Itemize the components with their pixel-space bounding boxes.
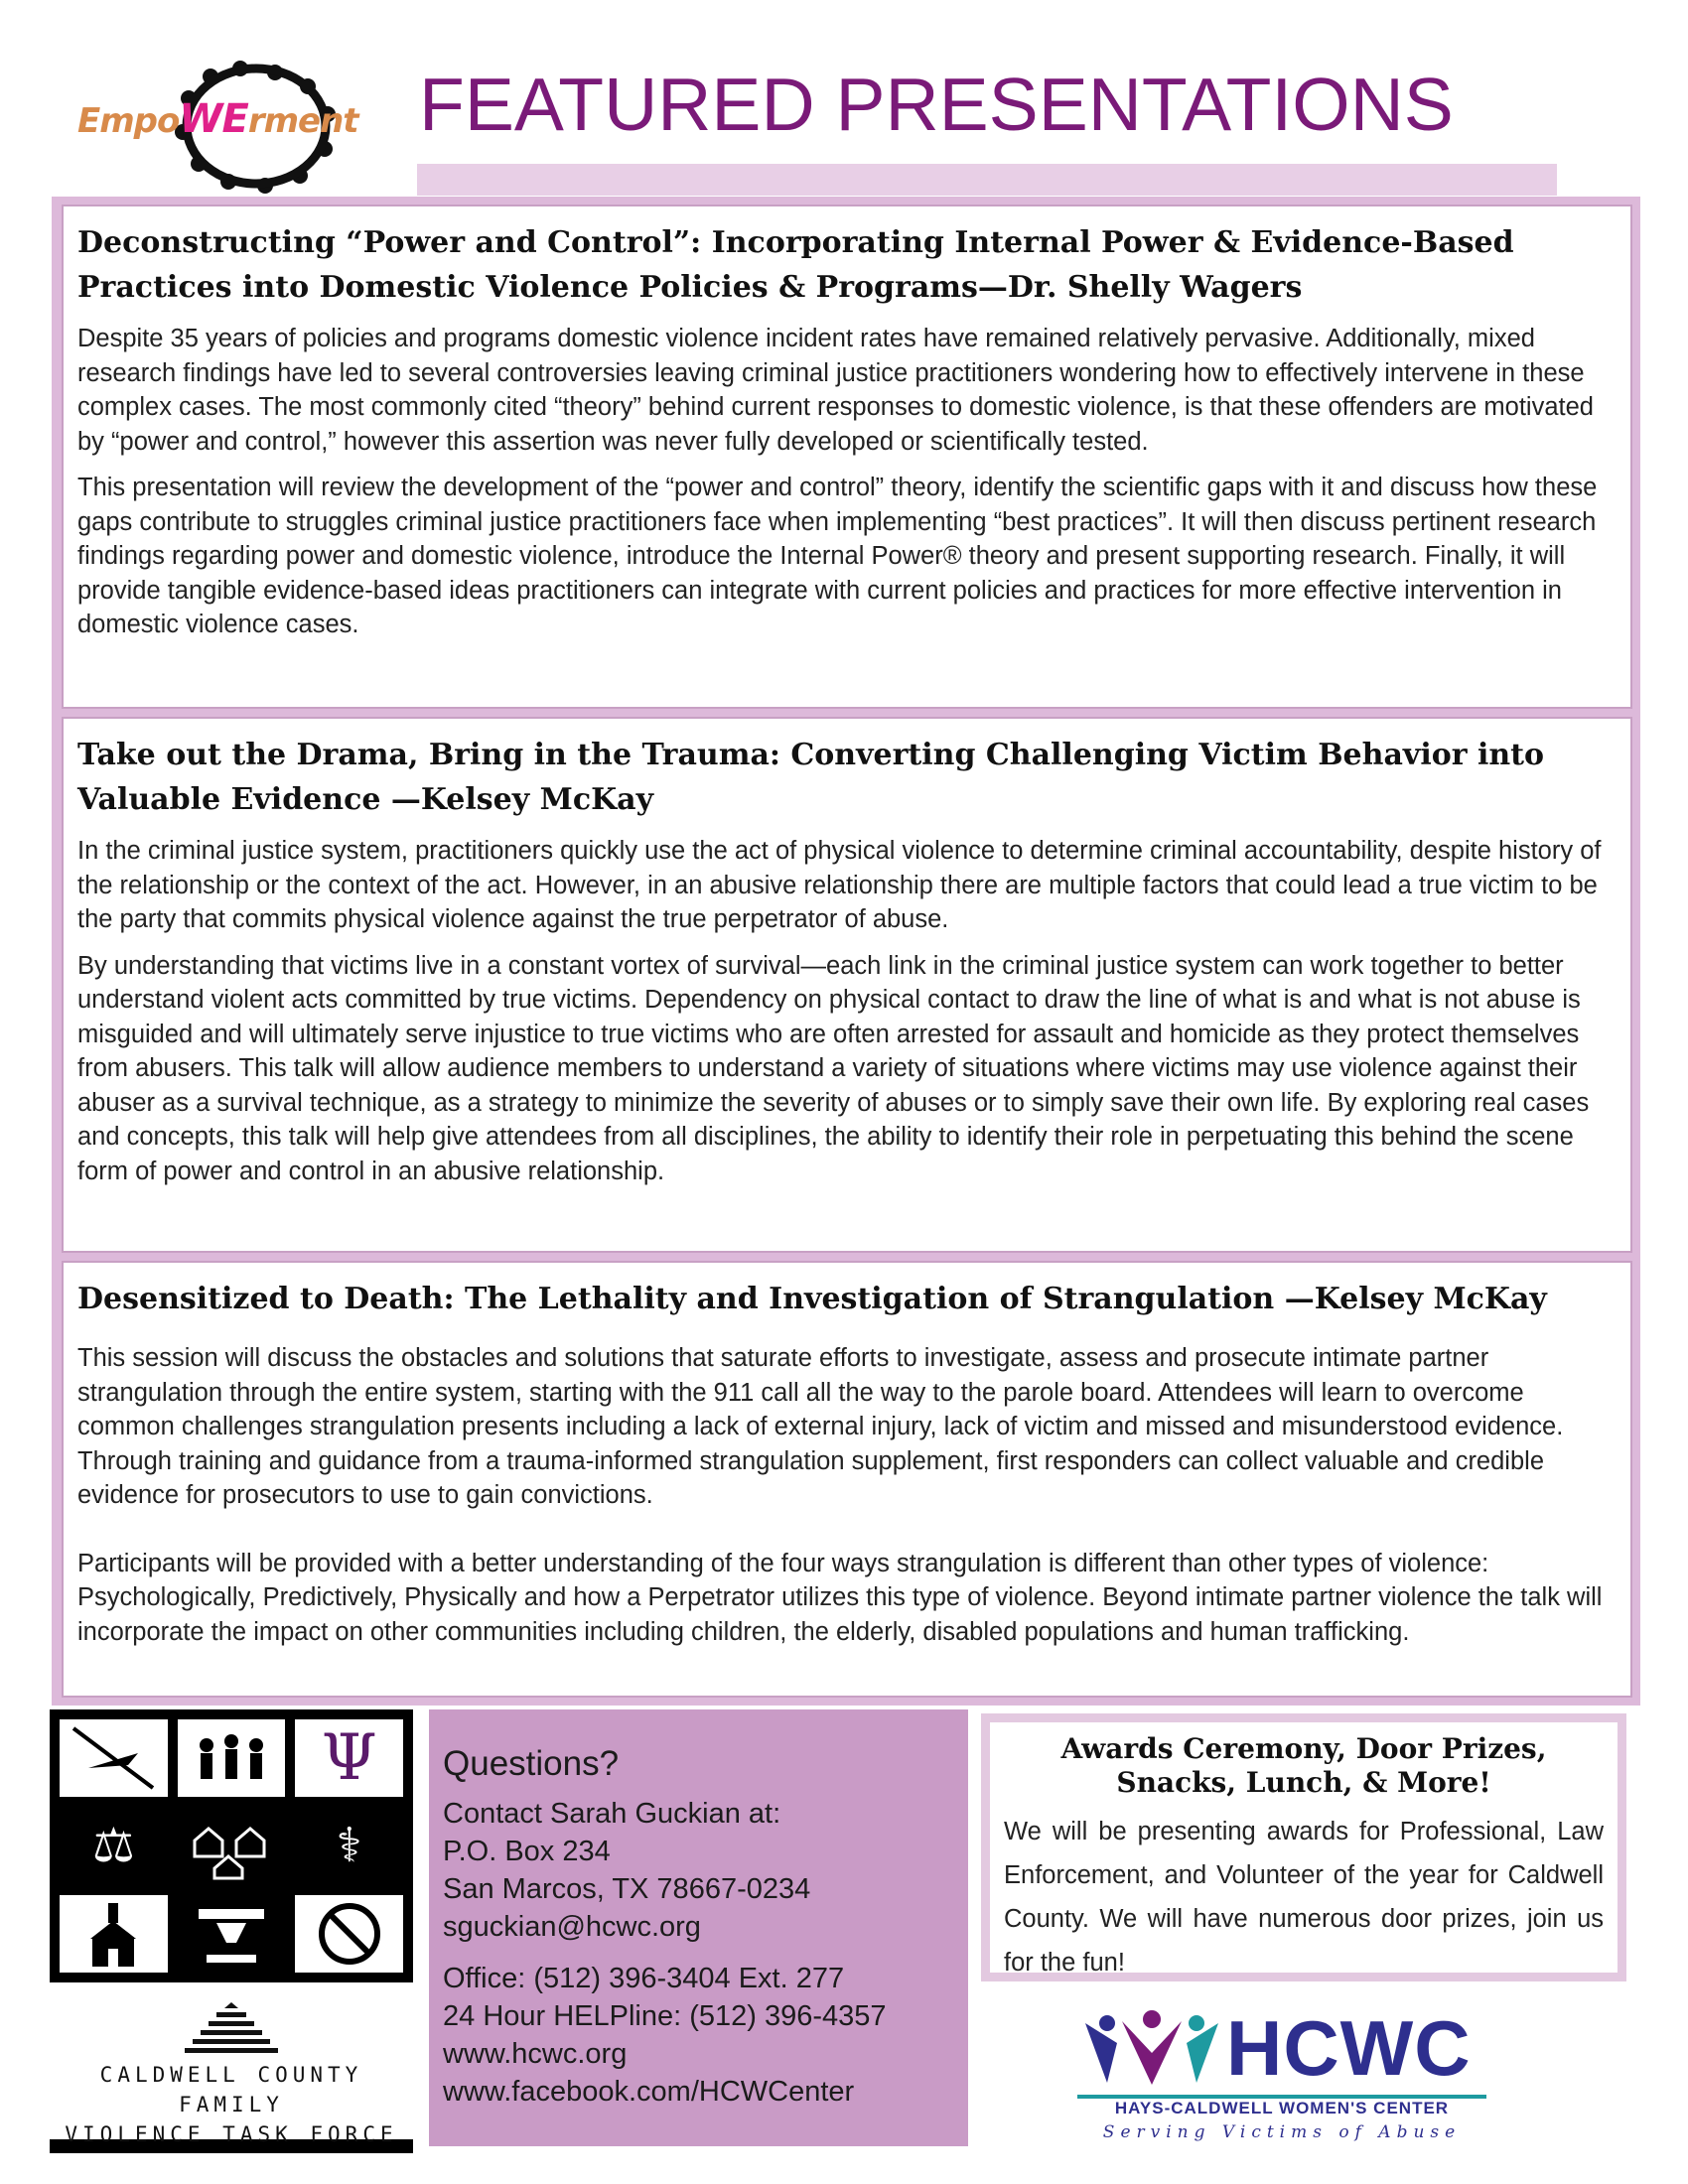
email-link[interactable]: sguckian@hcwc.org xyxy=(443,1911,701,1943)
no-violence-icon xyxy=(295,1895,403,1973)
pyramid-icon xyxy=(177,2000,286,2060)
psi-icon: Ψ xyxy=(295,1719,403,1797)
hcwc-name: HAYS-CALDWELL WOMEN'S CENTER xyxy=(1114,2099,1450,2117)
presentation-card xyxy=(62,1261,1632,1698)
awards-title: Awards Ceremony, Door Prizes, Snacks, Lunch, & More! xyxy=(1060,1732,1547,1799)
cross-icon xyxy=(60,1719,168,1797)
helpline-phone: 24 Hour HELPline: (512) 396-4357 xyxy=(443,2000,887,2032)
gavel-icon xyxy=(178,1895,286,1973)
office-phone: Office: (512) 396-3404 Ext. 277 xyxy=(443,1963,845,1994)
presentation-title: Take out the Drama, Bring in the Trauma: Converting Challenging Victim Behavior into Valuable Evidence —Kelsey McKay xyxy=(77,738,1545,817)
address-line: San Marcos, TX 78667-0234 xyxy=(443,1873,811,1905)
church-icon xyxy=(60,1895,168,1973)
task-force-logo xyxy=(50,2000,413,2153)
presentation-paragraph: Despite 35 years of policies and programs domestic violence incident rates have remained relatively pervasive. Additionally, mixed research findings have led to several controversies leaving criminal justice practitioners wondering how to effectively intervene in these complex cases. The most commonly cited “theory” behind current responses to domestic violence, is that these offenders are motivated by “power and control,” however this assertion was never fully developed or scientifically tested. xyxy=(77,325,1594,456)
contact-line: Contact Sarah Guckian at: xyxy=(443,1798,781,1830)
presentation-paragraph: Participants will be provided with a better understanding of the four ways strangulation is different than other types of violence: Psychologically, Predictively, Physically and how a Perpetrator utilizes this type of violence. Beyond intimate partner violence the talk will incorporate the impact on other communities including children, the elderly, disabled populations and human trafficking. xyxy=(77,1549,1603,1646)
figures-icon xyxy=(1077,2003,1226,2095)
questions-title: Questions? xyxy=(443,1744,620,1783)
presentation-paragraph: This session will discuss the obstacles and solutions that saturate efforts to investigate, assess and prosecute intimate partner strangulation through the entire system, starting with the 911 call all the way to the parole board. Attendees will learn to overcome common challenges strangulation presents including a lack of external injury, lack of victim and missed and misunderstood evidence. Through training and guidance from a trauma-informed strangulation supplement, first responders can collect valuable and credible evidence for prosecutors to use to gain convictions. xyxy=(77,1344,1564,1509)
header-band xyxy=(417,164,1557,196)
presentation-paragraph: In the criminal justice system, practitioners quickly use the act of physical violence to determine criminal accountability, despite history of the relationship or the context of the act. However, in an abusive relationship there are multiple factors that could lead a true victim to be the party that commits physical violence against the true perpetrator of abuse. xyxy=(77,837,1602,933)
presentation-paragraph: By understanding that victims live in a constant vortex of survival—each link in the criminal justice system can work together to better understand violent acts committed by true victims. Dependency on physical contact to draw the line of what is and what is not abuse is misguided and will ultimately serve injustice to true victims who are often arrested for assault and homicide as they protect themselves from abusers. This talk will allow audience members to understand a variety of situations where victims may use violence against their abuser as a survival technique, as a strategy to minimize the severity of abuses or to simply save their own life. By exploring real cases and concepts, this talk will help give attendees from all disciplines, the ability to identify their role in perpetuating this behind the scene form of power and control in an abusive relationship. xyxy=(77,951,1590,1185)
website-link[interactable]: www.hcwc.org xyxy=(443,2038,628,2070)
hcwc-logo xyxy=(1077,2003,1494,2142)
presentation-title: Deconstructing “Power and Control”: Incorporating Internal Power & Evidence-Based Practices into Domestic Violence Policies & Programs—Dr. Shelly Wagers xyxy=(77,225,1514,305)
medical-icon: ⚕ xyxy=(295,1807,403,1884)
awards-text: We will be presenting awards for Professional, Law Enforcement, and Volunteer of the year for Caldwell County. We will have numerous door prizes, join us for the fun! xyxy=(1004,1818,1604,1977)
houses-icon xyxy=(178,1807,286,1884)
empowerment-logo xyxy=(71,55,409,194)
presentation-card xyxy=(62,205,1632,709)
task-force-icon-grid xyxy=(50,1709,413,1982)
people-icon xyxy=(178,1719,286,1797)
hcwc-abbr: HCWC xyxy=(1226,2004,1472,2092)
page-title: FEATURED PRESENTATIONS xyxy=(419,63,1454,146)
address-line: P.O. Box 234 xyxy=(443,1836,611,1867)
hcwc-tagline: Serving Victims of Abuse xyxy=(1102,2122,1462,2142)
task-force-name-line1: CALDWELL COUNTY FAMILY xyxy=(99,2063,363,2116)
task-force-name-line2: VIOLENCE TASK FORCE xyxy=(65,2122,398,2146)
presentation-card xyxy=(62,717,1632,1253)
presentation-paragraph: This presentation will review the development of the “power and control” theory, identify the scientific gaps with it and discuss how these gaps contribute to struggles criminal justice practitioners face when implementing “best practices”. It will then discuss pertinent research findings regarding power and domestic violence, introduce the Internal Power® theory and present supporting research. Finally, it will provide tangible evidence-based ideas practitioners can integrate with current policies and practices for more effective intervention in domestic violence cases. xyxy=(77,474,1598,638)
awards-panel xyxy=(981,1713,1626,1981)
logo-wordmark: EmpoWErment xyxy=(77,96,358,142)
scales-icon: ⚖ xyxy=(60,1807,168,1884)
questions-panel xyxy=(429,1709,968,2146)
facebook-link[interactable]: www.facebook.com/HCWCenter xyxy=(443,2076,855,2108)
presentation-title: Desensitized to Death: The Lethality and Investigation of Strangulation —Kelsey McKay xyxy=(77,1282,1547,1316)
